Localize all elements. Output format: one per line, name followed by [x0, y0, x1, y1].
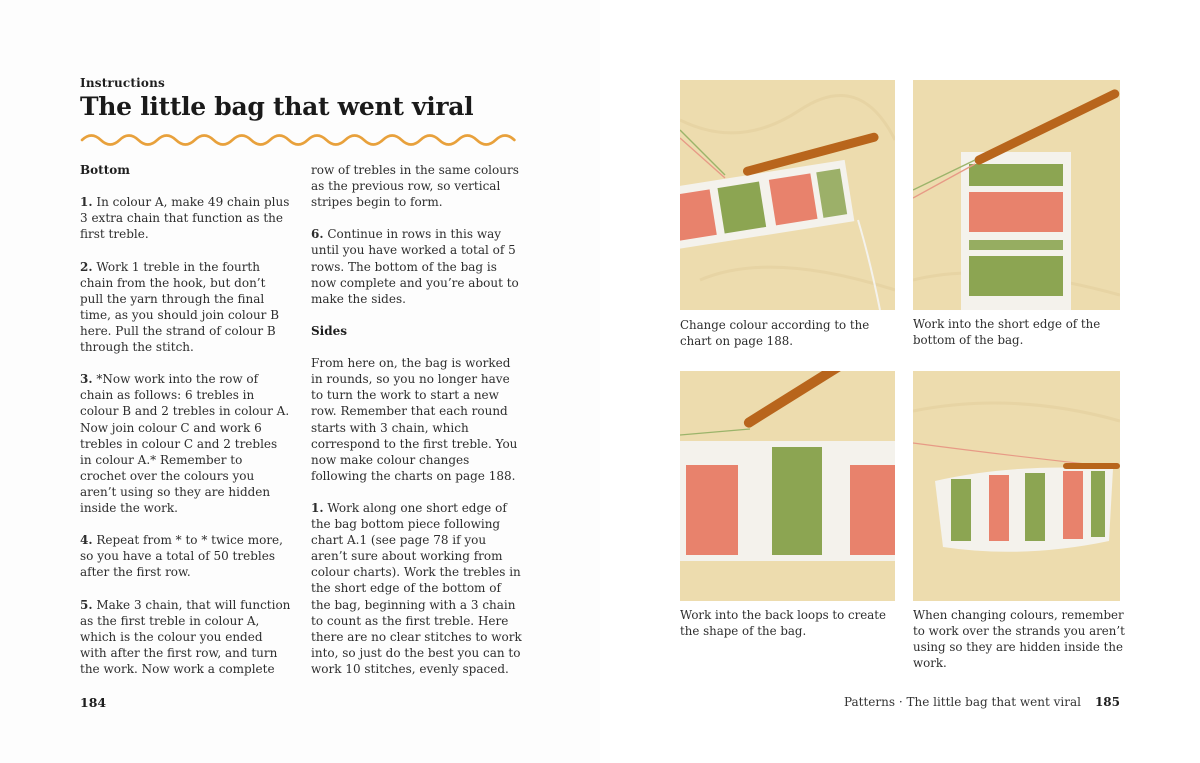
photo-back-loops [680, 371, 895, 601]
step-2 [80, 259, 292, 356]
step-number: 4. [80, 533, 93, 548]
heading-bottom: Bottom [80, 163, 130, 177]
step-text: Work along one short edge of the bag bottom piece following chart A.1 (see page 78 if you aren’t sure about working from colour charts). Work the trebles in the short edge of the bottom of the bag, beginning with a 3 chain to count as the first treble. Here there are no clear stitches to work into, so just do the best you can to work 10 stitches, evenly spaced. [311, 500, 522, 676]
step-6 [311, 226, 523, 306]
step-number: 2. [80, 259, 93, 274]
caption-1: Change colour according to the chart on page 188. [680, 318, 870, 349]
step-number: 1. [80, 195, 93, 210]
step-number: 1. [311, 500, 324, 515]
step-5 [80, 597, 292, 677]
step-text: *Now work into the row of chain as follows: 6 trebles in colour B and 2 trebles in colour A. Now join colour C and work 6 trebles in colour C and 2 trebles in colour A.* Remember to crochet over the colours you aren’t using so they are hidden inside the work. [80, 372, 290, 515]
step-text: Work 1 treble in the fourth chain from the hook, but don’t pull the yarn through the final time, as you should join colour B here. Pull the strand of colour B through the stitch. [80, 259, 280, 355]
step-text: Make 3 chain, that will function as the first treble in colour A, which is the colour you ended with after the first row, and turn the work. Now work a complete [80, 597, 291, 676]
instructions-column-1 [80, 162, 292, 677]
section-eyebrow: Instructions [80, 76, 165, 90]
photo-hidden-strands [913, 371, 1120, 601]
sides-step-1 [311, 500, 523, 677]
step-5-continued: row of trebles in the same colours as the previous row, so vertical stripes begin to form. [311, 163, 519, 210]
page-number-right: 185 [1094, 695, 1120, 709]
caption-4: When changing colours, remember to work over the strands you aren’t using so they are hidden inside the work. [913, 608, 1125, 671]
page-number-left: 184 [80, 695, 107, 710]
step-3 [80, 371, 292, 516]
instructions-column-2 [311, 162, 523, 677]
step-1 [80, 194, 292, 242]
page-title: The little bag that went viral [80, 92, 474, 121]
heading-sides: Sides [311, 323, 348, 338]
step-text: Continue in rows in this way until you have worked a total of 5 rows. The bottom of the bag is now complete and you’re about to make the sides. [311, 227, 519, 306]
step-number: 5. [80, 597, 93, 612]
sides-intro: From here on, the bag is worked in rounds, so you no longer have to turn the work to start a new row. Remember that each round starts with 3 chain, which correspond to the first treble. You now make colour changes following the charts on page 188. [311, 356, 518, 483]
caption-2: Work into the short edge of the bottom of the bag. [913, 317, 1101, 348]
footer-text: Patterns · The little bag that went viral [843, 695, 1081, 709]
step-4 [80, 532, 292, 580]
photo-short-edge [913, 80, 1120, 310]
step-text: Repeat from * to * twice more, so you have a total of 50 trebles after the first row. [80, 533, 283, 580]
step-number: 6. [311, 227, 324, 242]
wave-divider [80, 132, 517, 148]
caption-3: Work into the back loops to create the shape of the bag. [680, 608, 886, 639]
step-text: In colour A, make 49 chain plus 3 extra chain that function as the first treble. [80, 195, 290, 242]
running-footer [844, 695, 1120, 709]
photo-change-colour [680, 80, 895, 310]
step-number: 3. [80, 372, 93, 387]
